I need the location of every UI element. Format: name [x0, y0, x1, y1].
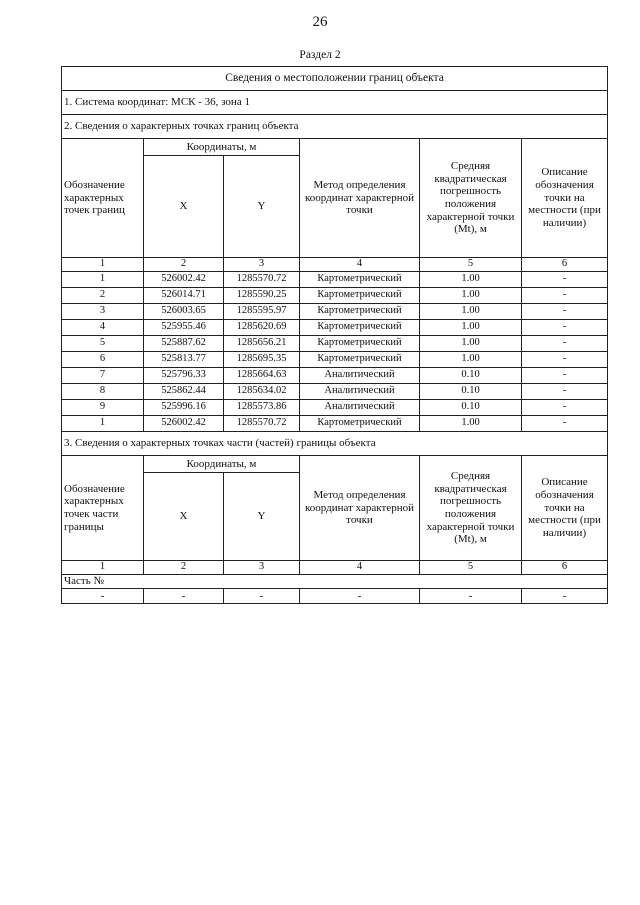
- error-value: 0.10: [420, 400, 522, 416]
- y-value: 1285634.02: [224, 384, 300, 400]
- description-value: -: [522, 336, 608, 352]
- point-number: 7: [62, 368, 144, 384]
- error-value: 1.00: [420, 304, 522, 320]
- x-value: 525996.16: [144, 400, 224, 416]
- page-number: 26: [312, 14, 328, 30]
- method-value: Картометрический: [300, 352, 420, 368]
- x-value: 525887.62: [144, 336, 224, 352]
- dash-cell: -: [522, 589, 608, 604]
- coordinate-system: 1. Система координат: МСК - 36, зона 1: [62, 91, 608, 115]
- part-description-header: Описание обозначения точки на местности (при наличии): [522, 456, 608, 561]
- error-value: 1.00: [420, 288, 522, 304]
- error-value: 0.10: [420, 384, 522, 400]
- column-number: 6: [522, 561, 608, 575]
- table-row: [62, 320, 608, 336]
- error-value: 1.00: [420, 320, 522, 336]
- point-number: 5: [62, 336, 144, 352]
- designation-header: Обозначение характерных точек границ: [62, 139, 144, 258]
- method-value: Картометрический: [300, 304, 420, 320]
- table-row: [62, 336, 608, 352]
- x-value: 525955.46: [144, 320, 224, 336]
- column-number: 1: [62, 561, 144, 575]
- part-error-header: Средняя квадратическая погрешность положения характерной точки (Mt), м: [420, 456, 522, 561]
- dash-cell: -: [420, 589, 522, 604]
- boundary-table: [61, 66, 608, 604]
- table-row: [62, 416, 608, 432]
- y-value: 1285570.72: [224, 272, 300, 288]
- part-designation-header: Обозначение характерных точек части границы: [62, 456, 144, 561]
- column-number: 4: [300, 561, 420, 575]
- column-number: 2: [144, 561, 224, 575]
- error-value: 1.00: [420, 352, 522, 368]
- part-y-header: Y: [224, 473, 300, 561]
- column-number: 6: [522, 258, 608, 272]
- description-value: -: [522, 272, 608, 288]
- table-row: [62, 272, 608, 288]
- section2-title: 2. Сведения о характерных точках границ объекта: [62, 115, 608, 139]
- table-row: [62, 589, 608, 604]
- method-value: Картометрический: [300, 272, 420, 288]
- y-value: 1285590.25: [224, 288, 300, 304]
- point-number: 3: [62, 304, 144, 320]
- method-value: Картометрический: [300, 416, 420, 432]
- x-value: 526002.42: [144, 272, 224, 288]
- description-value: -: [522, 304, 608, 320]
- error-value: 1.00: [420, 272, 522, 288]
- y-value: 1285620.69: [224, 320, 300, 336]
- x-value: 526002.42: [144, 416, 224, 432]
- method-value: Картометрический: [300, 320, 420, 336]
- x-value: 525813.77: [144, 352, 224, 368]
- y-value: 1285695.35: [224, 352, 300, 368]
- dash-cell: -: [300, 589, 420, 604]
- column-number: 4: [300, 258, 420, 272]
- y-header: Y: [224, 156, 300, 258]
- description-value: -: [522, 400, 608, 416]
- y-value: 1285573.86: [224, 400, 300, 416]
- method-value: Картометрический: [300, 336, 420, 352]
- column-number: 3: [224, 561, 300, 575]
- x-value: 525862.44: [144, 384, 224, 400]
- point-number: 8: [62, 384, 144, 400]
- description-header: Описание обозначения точки на местности (при наличии): [522, 139, 608, 258]
- y-value: 1285570.72: [224, 416, 300, 432]
- table-row: [62, 400, 608, 416]
- section-label: Раздел 2: [299, 49, 341, 61]
- method-value: Картометрический: [300, 288, 420, 304]
- y-value: 1285664.63: [224, 368, 300, 384]
- section3-title: 3. Сведения о характерных точках части (частей) границы объекта: [62, 432, 608, 456]
- error-header: Средняя квадратическая погрешность положения характерной точки (Mt), м: [420, 139, 522, 258]
- y-value: 1285656.21: [224, 336, 300, 352]
- method-value: Аналитический: [300, 400, 420, 416]
- table-row: [62, 352, 608, 368]
- point-number: 1: [62, 272, 144, 288]
- coordinates-header: Координаты, м: [144, 139, 300, 156]
- point-number: 9: [62, 400, 144, 416]
- point-number: 2: [62, 288, 144, 304]
- description-value: -: [522, 368, 608, 384]
- description-value: -: [522, 384, 608, 400]
- column-number: 1: [62, 258, 144, 272]
- column-number-row: [62, 258, 608, 272]
- x-value: 526003.65: [144, 304, 224, 320]
- dash-cell: -: [144, 589, 224, 604]
- description-value: -: [522, 416, 608, 432]
- point-number: 4: [62, 320, 144, 336]
- table-row: [62, 384, 608, 400]
- error-value: 1.00: [420, 416, 522, 432]
- method-header: Метод определения координат характерной точки: [300, 139, 420, 258]
- column-number: 5: [420, 561, 522, 575]
- point-number: 1: [62, 416, 144, 432]
- column-number: 3: [224, 258, 300, 272]
- error-value: 0.10: [420, 368, 522, 384]
- column-number: 2: [144, 258, 224, 272]
- dash-cell: -: [62, 589, 144, 604]
- table-row: [62, 304, 608, 320]
- x-value: 526014.71: [144, 288, 224, 304]
- dash-cell: -: [224, 589, 300, 604]
- x-header: X: [144, 156, 224, 258]
- method-value: Аналитический: [300, 368, 420, 384]
- x-value: 525796.33: [144, 368, 224, 384]
- table-title: Сведения о местоположении границ объекта: [62, 67, 608, 91]
- point-number: 6: [62, 352, 144, 368]
- part-label: Часть №: [62, 575, 608, 589]
- table-row: [62, 288, 608, 304]
- description-value: -: [522, 352, 608, 368]
- description-value: -: [522, 288, 608, 304]
- method-value: Аналитический: [300, 384, 420, 400]
- part-column-number-row: [62, 561, 608, 575]
- part-method-header: Метод определения координат характерной точки: [300, 456, 420, 561]
- part-coordinates-header: Координаты, м: [144, 456, 300, 473]
- error-value: 1.00: [420, 336, 522, 352]
- y-value: 1285595.97: [224, 304, 300, 320]
- table-row: [62, 368, 608, 384]
- description-value: -: [522, 320, 608, 336]
- column-number: 5: [420, 258, 522, 272]
- part-x-header: X: [144, 473, 224, 561]
